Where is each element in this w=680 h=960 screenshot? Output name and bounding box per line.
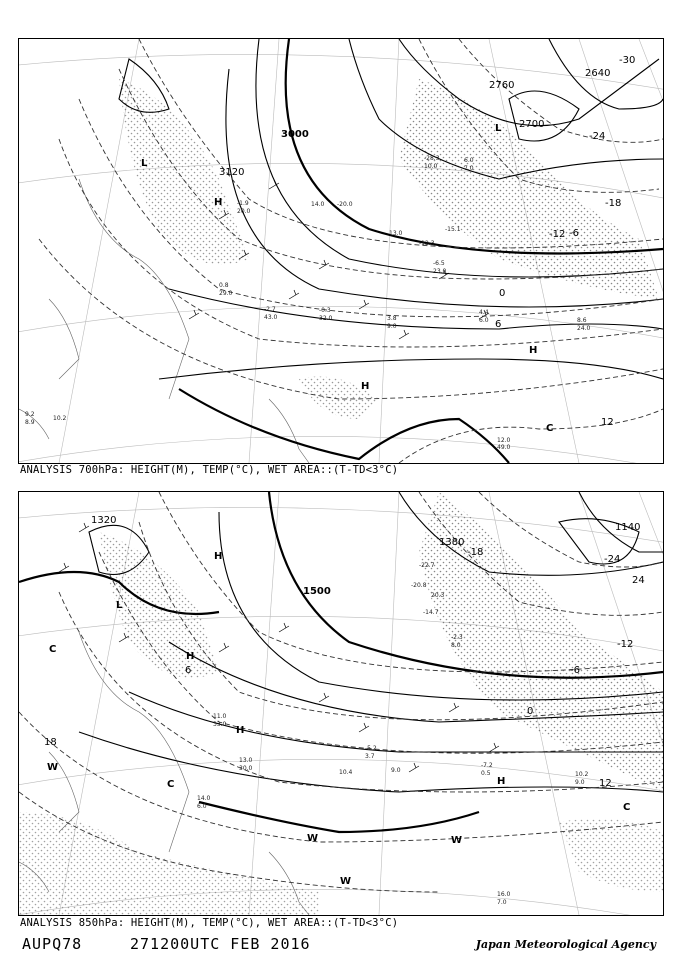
- analysis-700hpa-map: [18, 38, 664, 464]
- station-value: 23.0: [433, 268, 447, 275]
- valid-time: 271200UTC FEB 2016: [130, 935, 311, 953]
- station-value: 7.0: [497, 899, 507, 906]
- station-value: 16.0: [497, 891, 511, 898]
- station-value: 6.0: [464, 157, 474, 164]
- station-value: -6.5: [433, 260, 445, 267]
- station-value: -7.2: [481, 762, 493, 769]
- temp-label: 6: [185, 665, 192, 676]
- cold-marker: C: [167, 779, 175, 790]
- low-pressure-marker: L: [141, 158, 148, 169]
- station-value: 24.0: [577, 325, 591, 332]
- station-value: -12.3: [419, 240, 435, 247]
- station-value: 13.0: [239, 757, 253, 764]
- temp-label: -12: [617, 639, 634, 650]
- station-value: 0.5: [481, 770, 491, 777]
- station-value: 6.0: [479, 317, 489, 324]
- station-value: 29.0: [219, 290, 233, 297]
- high-pressure-marker: H: [497, 776, 506, 787]
- caption-700hpa: ANALYSIS 700hPa: HEIGHT(M), TEMP(°C), WET AREA::(T-TD<3°C): [20, 464, 399, 476]
- station-value: 20.3: [431, 592, 445, 599]
- temp-label: -24: [604, 554, 621, 565]
- chart-850hpa-svg: [19, 492, 663, 915]
- station-value: 32.0: [319, 315, 333, 322]
- height-label: 3120: [219, 167, 245, 178]
- high-pressure-marker: H: [361, 381, 370, 392]
- station-value: 13.0: [389, 230, 403, 237]
- temp-label: 0: [527, 706, 534, 717]
- station-value: 9.2: [25, 411, 35, 418]
- temp-label: -18: [467, 547, 484, 558]
- temp-label: 12: [601, 417, 614, 428]
- height-label: 3000: [281, 129, 309, 140]
- station-value: -22.7: [419, 562, 435, 569]
- height-label: 1140: [615, 522, 641, 533]
- station-value: -5.2: [365, 745, 377, 752]
- station-value: 33.0: [213, 721, 227, 728]
- station-value: 8.0: [451, 642, 461, 649]
- height-label: 1320: [91, 515, 117, 526]
- temp-label: -24: [589, 131, 606, 142]
- station-value: -2.7: [264, 306, 276, 313]
- cold-marker: C: [623, 802, 631, 813]
- station-value: -14.7: [423, 609, 439, 616]
- station-value: 49.0: [497, 444, 511, 451]
- temp-label: 24: [632, 575, 645, 586]
- station-value: 3.8: [387, 315, 397, 322]
- station-value: 10.0: [424, 163, 438, 170]
- high-pressure-marker: H: [236, 725, 245, 736]
- station-value: -0.3: [319, 307, 331, 314]
- warm-marker: W: [47, 762, 59, 773]
- station-value: 0.8: [219, 282, 229, 289]
- station-value: 10.2: [575, 771, 589, 778]
- station-value: 7.0: [464, 165, 474, 172]
- height-label: 1380: [439, 537, 465, 548]
- station-value: 9.0: [575, 779, 585, 786]
- caption-850hpa: ANALYSIS 850hPa: HEIGHT(M), TEMP(°C), WET AREA::(T-TD<3°C): [20, 917, 399, 929]
- temp-label: -30: [619, 55, 636, 66]
- station-value: -2.3: [451, 634, 463, 641]
- station-value: 4.4: [479, 309, 489, 316]
- station-value: -20.8: [411, 582, 427, 589]
- cold-marker: C: [49, 644, 57, 655]
- agency-name: Japan Meteorological Agency: [475, 938, 656, 951]
- temp-label: 12: [599, 778, 612, 789]
- station-value: 14.0: [197, 795, 211, 802]
- temp-label: -6: [569, 228, 579, 239]
- station-value: 9.0: [391, 767, 401, 774]
- cold-marker: C: [546, 423, 554, 434]
- temp-label: 0: [499, 288, 506, 299]
- station-value: 10.4: [339, 769, 353, 776]
- station-value: 6.0: [197, 803, 207, 810]
- low-pressure-marker: L: [116, 600, 123, 611]
- high-pressure-marker: H: [214, 197, 223, 208]
- temp-label: -6: [570, 665, 580, 676]
- station-value: 8.9: [25, 419, 35, 426]
- height-label: 2760: [489, 80, 515, 91]
- station-value: 9.0: [387, 323, 397, 330]
- station-value: -15.1: [445, 226, 461, 233]
- station-value: -20.0: [337, 201, 353, 208]
- temp-label: 18: [44, 737, 57, 748]
- height-label: 2640: [585, 68, 611, 79]
- temp-label: 6: [495, 319, 502, 330]
- analysis-850hpa-map: [18, 491, 664, 916]
- temp-label: -12: [549, 229, 566, 240]
- temp-label: -18: [605, 198, 622, 209]
- high-pressure-marker: H: [186, 651, 195, 662]
- warm-marker: W: [451, 835, 463, 846]
- high-pressure-marker: H: [529, 345, 538, 356]
- station-value: -28.3: [424, 155, 440, 162]
- station-value: 12.0: [497, 437, 511, 444]
- station-value: 11.0: [213, 713, 227, 720]
- station-value: 8.6: [577, 317, 587, 324]
- station-value: 10.2: [53, 415, 67, 422]
- station-value: 20.0: [237, 208, 251, 215]
- height-label: 2700: [519, 119, 545, 130]
- station-value: -1.9: [237, 200, 249, 207]
- height-label: 1500: [303, 586, 331, 597]
- station-value: 14.0: [311, 201, 325, 208]
- warm-marker: W: [340, 876, 352, 887]
- station-value: 30.0: [239, 765, 253, 772]
- chart-code: AUPQ78: [22, 935, 83, 953]
- warm-marker: W: [307, 833, 319, 844]
- chart-700hpa-svg: [19, 39, 663, 463]
- station-value: 43.0: [264, 314, 278, 321]
- station-value: 3.7: [365, 753, 375, 760]
- high-pressure-marker: H: [214, 551, 223, 562]
- low-pressure-marker: L: [495, 123, 502, 134]
